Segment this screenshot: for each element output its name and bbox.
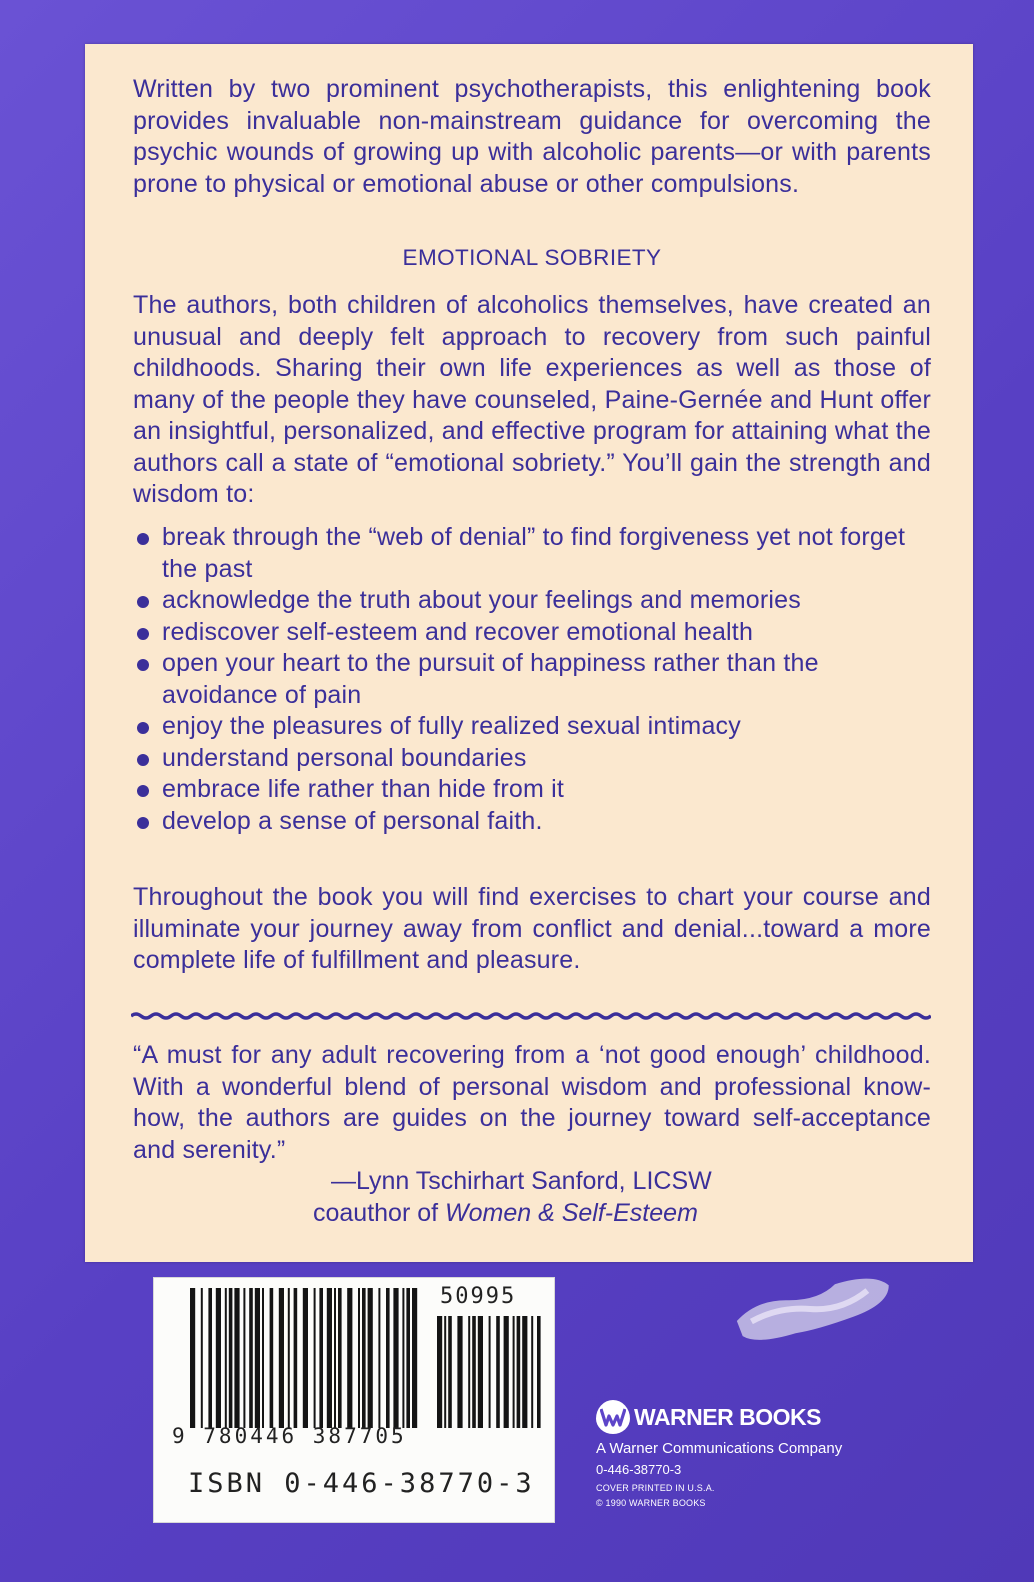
barcode-bar (216, 1288, 221, 1428)
list-item-text: enjoy the pleasures of fully realized sexual intimacy (162, 712, 741, 740)
barcode-bar (288, 1288, 290, 1428)
benefit-list (133, 522, 931, 837)
list-item (133, 711, 931, 743)
bullet-dot-icon (137, 659, 149, 671)
barcode-bar (243, 1288, 245, 1428)
attribution-book-title: Women & Self-Esteem (445, 1198, 698, 1227)
barcode-bar (190, 1288, 195, 1428)
barcode-bar (303, 1288, 308, 1428)
sticker-residue (726, 1262, 902, 1353)
barcode-bar (208, 1288, 212, 1428)
list-item-text: acknowledge the truth about your feelings and memories (162, 586, 801, 614)
description-panel (85, 44, 973, 1262)
attribution-credit (133, 1198, 931, 1230)
barcode-bar (393, 1288, 398, 1428)
closing-paragraph: Throughout the book you will find exercises to chart your course and illuminate your journey away from conflict and denial...toward a more complete life of fulfillment and pleasure. (133, 883, 931, 974)
authors-paragraph: The authors, both children of alcoholics themselves, have created an unusual and deeply felt approach to recovery from such painful childhoods. Sharing their own life experiences as well as those of many of the people they have counseled, Paine-Gernée and Hunt offer an insightful, personalized, and effective program for attaining what the authors call a state of “emotional sobriety.” You’ll gain the strength and wisdom to: (133, 291, 931, 508)
printed-note: COVER PRINTED IN U.S.A. (596, 1483, 715, 1493)
publisher-name: WARNER BOOKS (634, 1403, 821, 1430)
bullet-dot-icon (137, 533, 149, 545)
barcode-bar (229, 1288, 233, 1428)
barcode-label (153, 1277, 555, 1523)
barcode-bar (225, 1288, 227, 1428)
list-item-text: embrace life rather than hide from it (162, 775, 565, 803)
list-item-text: open your heart to the pursuit of happiness rather than the avoidance of pain (162, 649, 819, 709)
bullet-dot-icon (137, 785, 149, 797)
barcode-bar (347, 1288, 352, 1428)
barcode-bar (402, 1288, 404, 1428)
quote-attribution (133, 1166, 931, 1229)
barcode-bar (368, 1288, 373, 1428)
endorsement-quote: “A must for any adult recovering from a ‘not good enough’ childhood. With a wonderful blend of personal wisdom and professional know-how, the authors are guides on the journey toward self-acceptance and serenity.” (133, 1041, 931, 1164)
attribution-prefix: coauthor of (313, 1198, 446, 1227)
list-item-text: develop a sense of personal faith. (162, 806, 543, 835)
bullet-dot-icon (137, 628, 149, 640)
barcode-bar (249, 1288, 253, 1428)
bullet-dot-icon (137, 722, 149, 734)
publisher-logo (596, 1400, 842, 1434)
warner-shield-icon (596, 1400, 630, 1434)
list-item (133, 585, 931, 617)
barcode-bar (338, 1288, 342, 1428)
section-heading: EMOTIONAL SOBRIETY (402, 245, 662, 270)
publisher-block (596, 1400, 842, 1508)
barcode-bar (378, 1288, 380, 1428)
ean-digits: 9 780446 387705 (172, 1424, 407, 1448)
barcode-bar (201, 1288, 203, 1428)
list-item (133, 806, 931, 838)
barcode-bar (362, 1288, 366, 1428)
barcode-bar (457, 1316, 462, 1428)
barcode-bar (294, 1288, 298, 1428)
barcode-bar (327, 1288, 332, 1428)
bullet-dot-icon (137, 817, 149, 829)
list-item-text: understand personal boundaries (162, 743, 527, 772)
price-code: 50995 (440, 1284, 517, 1309)
barcode-bar (270, 1288, 274, 1428)
barcode-bar (513, 1316, 515, 1428)
barcode-bar (437, 1316, 442, 1428)
barcode-bar (358, 1288, 360, 1428)
list-item-text: rediscover self-esteem and recover emotional health (162, 617, 754, 646)
wavy-divider (131, 1010, 931, 1022)
barcode-bar (478, 1316, 483, 1428)
barcode-bar (444, 1316, 446, 1428)
barcode-bar (448, 1316, 452, 1428)
barcode-bar (255, 1288, 260, 1428)
barcode-bar (537, 1316, 541, 1428)
barcode-bar (279, 1288, 284, 1428)
barcode-bar (517, 1316, 521, 1428)
barcode-bar (472, 1316, 476, 1428)
list-item (133, 774, 931, 806)
bullet-dot-icon (137, 596, 149, 608)
barcode-bar (334, 1288, 336, 1428)
list-item (133, 743, 931, 775)
bullet-dot-icon (137, 754, 149, 766)
isbn-text: ISBN 0-446-38770-3 (188, 1468, 535, 1499)
barcode-bar (386, 1288, 390, 1428)
intro-paragraph: Written by two prominent psychotherapists, this enlightening book provides invaluable non-mainstream guidance for overcoming the psychic wounds of growing up with alcoholic parents—or with parents prone to physical or emotional abuse or other compulsions. (133, 75, 931, 198)
barcode-bar (504, 1316, 509, 1428)
barcode-bar (406, 1288, 410, 1428)
barcode-bar (262, 1288, 264, 1428)
barcode-bar (522, 1316, 527, 1428)
list-item (133, 617, 931, 649)
barcode-bar (412, 1288, 417, 1428)
barcode-bar (496, 1316, 500, 1428)
barcode-bar (319, 1288, 323, 1428)
barcode-bar (468, 1316, 470, 1428)
list-item (133, 648, 931, 711)
publisher-isbn: 0-446-38770-3 (596, 1462, 682, 1477)
barcode-bar (314, 1288, 316, 1428)
list-item (133, 522, 931, 585)
barcode-bar (489, 1316, 491, 1428)
publisher-subtitle: A Warner Communications Company (596, 1440, 843, 1457)
attribution-name: —Lynn Tschirhart Sanford, LICSW (331, 1167, 712, 1195)
barcode-bar (234, 1288, 239, 1428)
barcode-bar (531, 1316, 533, 1428)
copyright-note: © 1990 WARNER BOOKS (596, 1498, 706, 1508)
list-item-text: break through the “web of denial” to find forgiveness yet not forget the past (162, 523, 906, 583)
